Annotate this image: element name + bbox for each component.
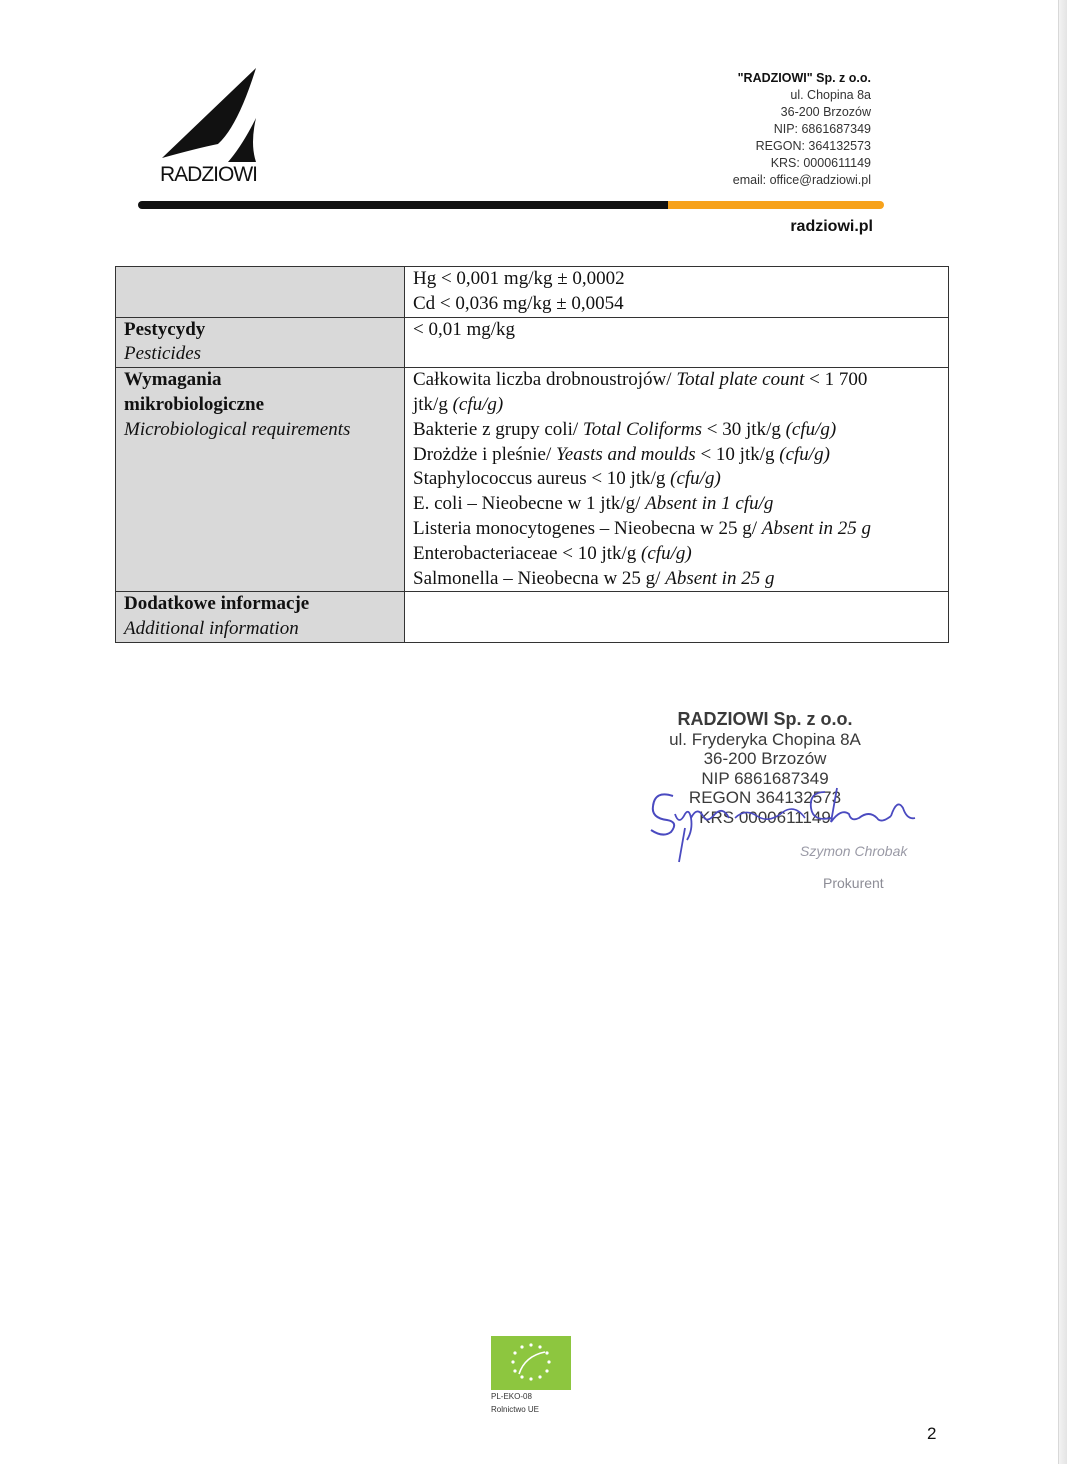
- table-value-cell: [405, 592, 949, 643]
- label-en: Microbiological requirements: [124, 418, 351, 440]
- micro-item-en: Absent in 25 g: [665, 567, 775, 589]
- micro-item-pl: Staphylococcus aureus < 10 jtk/g: [413, 468, 671, 490]
- micro-item: [413, 492, 940, 517]
- company-name: "RADZIOWI" Sp. z o.o.: [737, 71, 871, 85]
- leaf-stars-icon: [491, 1336, 571, 1390]
- micro-item-pl: Całkowita liczba drobnoustrojów/: [413, 369, 677, 391]
- company-address: [733, 70, 871, 189]
- micro-item: [413, 542, 940, 567]
- label-pl: mikrobiologiczne: [124, 393, 265, 415]
- stamp-name: RADZIOWI Sp. z o.o.: [677, 709, 853, 729]
- logo-text: RADZIOWI: [160, 163, 257, 186]
- table-row-metals: [116, 267, 949, 318]
- mercury-value: Hg < 0,001 mg/kg ± 0,0002: [413, 268, 625, 289]
- pesticides-value: < 0,01 mg/kg: [413, 318, 516, 340]
- cadmium-value: Cd < 0,036 mg/kg ± 0,0054: [413, 292, 624, 314]
- table-label-cell: [116, 368, 405, 592]
- company-street: ul. Chopina 8a: [790, 88, 871, 102]
- page-edge: [1058, 0, 1067, 1464]
- table-label-cell: [116, 267, 405, 318]
- micro-item-en: Yeasts and moulds: [555, 443, 696, 465]
- micro-item-en: Total Coliforms: [582, 418, 703, 440]
- micro-item-unit: (cfu/g): [670, 468, 721, 490]
- table-value-cell: [405, 317, 949, 368]
- eco-certificate-code: PL-EKO-08: [491, 1392, 532, 1401]
- micro-item-unit: (cfu/g): [641, 542, 692, 564]
- micro-item-value: < 1 700: [804, 369, 868, 391]
- micro-item-en: Absent in 25 g: [761, 517, 872, 539]
- stamp-street: ul. Fryderyka Chopina 8A: [669, 729, 861, 749]
- company-nip: NIP: 6861687349: [773, 122, 871, 136]
- company-regon: REGON: 364132573: [755, 139, 871, 153]
- page-number: 2: [927, 1424, 937, 1443]
- micro-item-pl: E. coli – Nieobecne w 1 jtk/g/: [413, 493, 646, 515]
- header-rule-accent: [668, 201, 884, 209]
- micro-item: [413, 418, 940, 443]
- micro-item-en: Absent in 1 cfu/g: [645, 493, 774, 515]
- table-row-pesticides: [116, 317, 949, 368]
- table-row-additional: [116, 592, 949, 643]
- micro-item-unit: (cfu/g): [452, 393, 504, 415]
- website-link[interactable]: radziowi.pl: [790, 218, 873, 235]
- micro-item: [413, 517, 940, 542]
- label-pl: Pestycydy: [124, 318, 206, 340]
- stamp-nip: NIP 6861687349: [701, 768, 829, 788]
- micro-item-pl: jtk/g: [413, 393, 453, 415]
- micro-item: [413, 567, 940, 592]
- eu-organic-leaf-icon: [491, 1336, 571, 1390]
- company-logo: [158, 66, 268, 190]
- company-email[interactable]: email: office@radziowi.pl: [732, 173, 871, 187]
- micro-item-value: < 10 jtk/g: [695, 443, 780, 465]
- specification-table: [115, 266, 949, 643]
- label-en: Pesticides: [124, 343, 202, 365]
- micro-item: [413, 467, 940, 492]
- table-label-cell: [116, 317, 405, 368]
- signer-name: Szymon Chrobak: [800, 843, 908, 859]
- table-row-microbiology: [116, 368, 949, 592]
- micro-item-value: < 30 jtk/g: [702, 418, 786, 440]
- micro-item-pl: Enterobacteriaceae < 10 jtk/g: [413, 542, 642, 564]
- header-rule-dark: [138, 201, 670, 209]
- table-value-cell: [405, 267, 949, 318]
- table-label-cell: [116, 592, 405, 643]
- signer-role: Prokurent: [823, 875, 884, 891]
- micro-item-pl: Salmonella – Nieobecna w 25 g/: [413, 567, 666, 589]
- sail-logo-icon: [158, 66, 268, 166]
- micro-item: [413, 368, 940, 393]
- stamp-regon: REGON 364132573: [688, 788, 842, 807]
- micro-item-pl: Bakterie z grupy coli/: [413, 418, 583, 440]
- label-pl: Wymagania: [124, 369, 222, 391]
- micro-item-en: Total plate count: [676, 369, 805, 391]
- stamp-city: 36-200 Brzozów: [703, 749, 827, 768]
- micro-item-unit: (cfu/g): [779, 443, 830, 465]
- company-city: 36-200 Brzozów: [780, 105, 871, 119]
- eco-certificate-subtitle: Rolnictwo UE: [491, 1405, 540, 1414]
- micro-item-unit: (cfu/g): [785, 418, 837, 440]
- stamp-krs: KRS 0000611149: [699, 807, 831, 827]
- micro-item-pl: Drożdże i pleśnie/: [413, 443, 556, 465]
- table-value-cell: [405, 368, 949, 592]
- micro-item: [413, 443, 940, 468]
- micro-item: [413, 393, 940, 418]
- company-krs: KRS: 0000611149: [770, 156, 871, 170]
- label-en: Additional information: [124, 618, 299, 640]
- micro-item-pl: Listeria monocytogenes – Nieobecna w 25 g/: [413, 517, 762, 539]
- label-pl: Dodatkowe informacje: [124, 593, 310, 615]
